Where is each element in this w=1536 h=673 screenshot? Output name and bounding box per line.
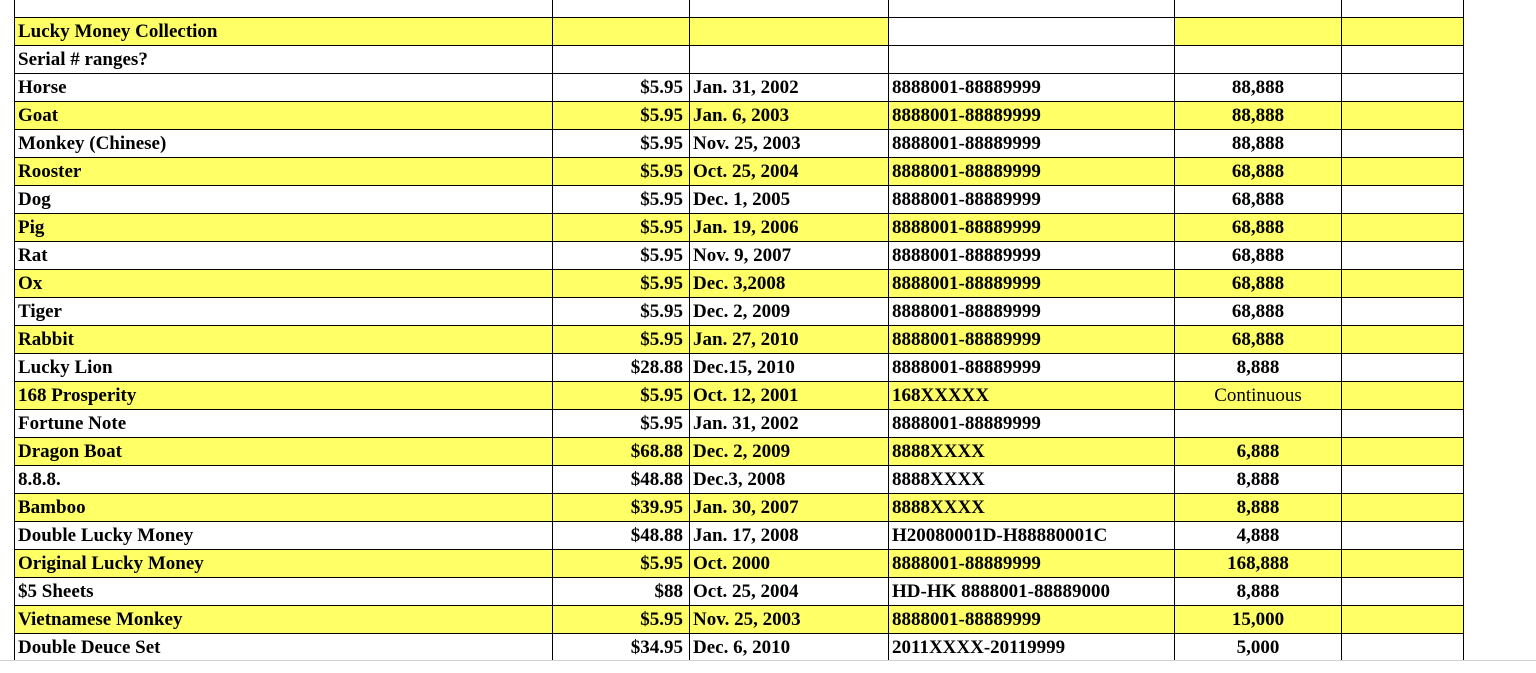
table-row: [15, 214, 1464, 242]
price-cell[interactable]: $5.95: [553, 550, 690, 578]
item-name-cell[interactable]: Double Lucky Money: [15, 522, 553, 550]
price-cell[interactable]: $5.95: [553, 270, 690, 298]
cell[interactable]: [1342, 130, 1464, 158]
cell[interactable]: [1342, 0, 1464, 18]
cell[interactable]: [15, 0, 553, 18]
table-row: [15, 186, 1464, 214]
serial-range-cell[interactable]: 8888001-88889999: [889, 158, 1175, 186]
release-date-cell[interactable]: Oct. 12, 2001: [690, 382, 889, 410]
cell[interactable]: [889, 18, 1175, 46]
table-row: [15, 466, 1464, 494]
cell[interactable]: [1175, 46, 1342, 74]
cell[interactable]: [1342, 326, 1464, 354]
item-name-cell[interactable]: Tiger: [15, 298, 553, 326]
price-cell[interactable]: $5.95: [553, 102, 690, 130]
serial-range-cell[interactable]: 168XXXXX: [889, 382, 1175, 410]
quantity-cell[interactable]: [1175, 410, 1342, 438]
quantity-cell[interactable]: 168,888: [1175, 550, 1342, 578]
cell[interactable]: [1342, 578, 1464, 606]
serial-range-cell[interactable]: 8888001-88889999: [889, 214, 1175, 242]
release-date-cell[interactable]: Oct. 2000: [690, 550, 889, 578]
quantity-cell[interactable]: 68,888: [1175, 158, 1342, 186]
item-name-cell[interactable]: Bamboo: [15, 494, 553, 522]
quantity-cell[interactable]: 88,888: [1175, 102, 1342, 130]
cell[interactable]: [1342, 186, 1464, 214]
release-date-cell[interactable]: Jan. 17, 2008: [690, 522, 889, 550]
item-name-cell[interactable]: Original Lucky Money: [15, 550, 553, 578]
cell[interactable]: [690, 0, 889, 18]
cell[interactable]: [1342, 494, 1464, 522]
cell[interactable]: [553, 46, 690, 74]
cell[interactable]: [889, 0, 1175, 18]
item-name-cell[interactable]: Ox: [15, 270, 553, 298]
cell[interactable]: [1342, 466, 1464, 494]
serial-range-cell[interactable]: 8888XXXX: [889, 466, 1175, 494]
table-row: [15, 354, 1464, 382]
price-cell[interactable]: $5.95: [553, 606, 690, 634]
serial-range-cell[interactable]: 8888XXXX: [889, 494, 1175, 522]
cell[interactable]: [1175, 0, 1342, 18]
serial-range-cell[interactable]: 8888001-88889999: [889, 550, 1175, 578]
sheet-subtitle[interactable]: Serial # ranges?: [15, 46, 553, 74]
table-row: [15, 102, 1464, 130]
cell[interactable]: [1342, 550, 1464, 578]
serial-range-cell[interactable]: 8888001-88889999: [889, 242, 1175, 270]
serial-range-cell[interactable]: 8888XXXX: [889, 438, 1175, 466]
serial-range-cell[interactable]: 8888001-88889999: [889, 74, 1175, 102]
subtitle-row: [15, 46, 1464, 74]
cell[interactable]: [1342, 46, 1464, 74]
item-name-cell[interactable]: Pig: [15, 214, 553, 242]
cell[interactable]: [1175, 18, 1342, 46]
release-date-cell[interactable]: Jan. 27, 2010: [690, 326, 889, 354]
quantity-cell[interactable]: 8,888: [1175, 466, 1342, 494]
serial-range-cell[interactable]: 8888001-88889999: [889, 270, 1175, 298]
cell[interactable]: [1342, 74, 1464, 102]
quantity-cell[interactable]: 8,888: [1175, 354, 1342, 382]
table-row: [15, 522, 1464, 550]
serial-range-cell[interactable]: H20080001D-H88880001C: [889, 522, 1175, 550]
item-name-cell[interactable]: Rabbit: [15, 326, 553, 354]
cell[interactable]: [1342, 270, 1464, 298]
release-date-cell[interactable]: Dec. 1, 2005: [690, 186, 889, 214]
release-date-cell[interactable]: Oct. 25, 2004: [690, 158, 889, 186]
item-name-cell[interactable]: Rat: [15, 242, 553, 270]
serial-range-cell[interactable]: 8888001-88889999: [889, 298, 1175, 326]
serial-range-cell[interactable]: 8888001-88889999: [889, 102, 1175, 130]
price-cell[interactable]: $68.88: [553, 438, 690, 466]
quantity-cell[interactable]: 5,000: [1175, 634, 1342, 662]
quantity-cell[interactable]: 15,000: [1175, 606, 1342, 634]
table-row: [15, 270, 1464, 298]
item-name-cell[interactable]: 8.8.8.: [15, 466, 553, 494]
cell[interactable]: [1342, 18, 1464, 46]
price-cell[interactable]: $88: [553, 578, 690, 606]
cell[interactable]: [1342, 102, 1464, 130]
item-name-cell[interactable]: Fortune Note: [15, 410, 553, 438]
release-date-cell[interactable]: Dec. 2, 2009: [690, 298, 889, 326]
price-cell[interactable]: $39.95: [553, 494, 690, 522]
item-name-cell[interactable]: 168 Prosperity: [15, 382, 553, 410]
table-row: [15, 494, 1464, 522]
quantity-cell[interactable]: 6,888: [1175, 438, 1342, 466]
table-row: [15, 298, 1464, 326]
item-name-cell[interactable]: Monkey (Chinese): [15, 130, 553, 158]
release-date-cell[interactable]: Nov. 9, 2007: [690, 242, 889, 270]
item-name-cell[interactable]: Goat: [15, 102, 553, 130]
price-cell[interactable]: $5.95: [553, 410, 690, 438]
cell[interactable]: [1342, 438, 1464, 466]
price-cell[interactable]: $5.95: [553, 74, 690, 102]
window-bottom-edge: [0, 660, 1536, 673]
serial-range-cell[interactable]: HD-HK 8888001-88889000: [889, 578, 1175, 606]
item-name-cell[interactable]: Lucky Lion: [15, 354, 553, 382]
release-date-cell[interactable]: Dec.3, 2008: [690, 466, 889, 494]
release-date-cell[interactable]: Nov. 25, 2003: [690, 606, 889, 634]
cell[interactable]: [1342, 214, 1464, 242]
table-row: [15, 578, 1464, 606]
serial-range-cell[interactable]: 2011XXXX-20119999: [889, 634, 1175, 662]
price-cell[interactable]: $5.95: [553, 298, 690, 326]
release-date-cell[interactable]: Jan. 19, 2006: [690, 214, 889, 242]
price-cell[interactable]: $48.88: [553, 522, 690, 550]
price-cell[interactable]: $5.95: [553, 214, 690, 242]
cell[interactable]: [1342, 382, 1464, 410]
serial-range-cell[interactable]: 8888001-88889999: [889, 326, 1175, 354]
release-date-cell[interactable]: Dec.15, 2010: [690, 354, 889, 382]
quantity-cell[interactable]: 68,888: [1175, 298, 1342, 326]
cell[interactable]: [1342, 242, 1464, 270]
release-date-cell[interactable]: Jan. 30, 2007: [690, 494, 889, 522]
price-cell[interactable]: $5.95: [553, 382, 690, 410]
price-cell[interactable]: $5.95: [553, 186, 690, 214]
quantity-cell[interactable]: 88,888: [1175, 130, 1342, 158]
cell[interactable]: [889, 46, 1175, 74]
quantity-cell[interactable]: 68,888: [1175, 326, 1342, 354]
sheet-title[interactable]: Lucky Money Collection: [15, 18, 553, 46]
cell[interactable]: [553, 18, 690, 46]
price-cell[interactable]: $5.95: [553, 326, 690, 354]
release-date-cell[interactable]: Jan. 6, 2003: [690, 102, 889, 130]
cell[interactable]: [1342, 522, 1464, 550]
table-row: [15, 74, 1464, 102]
release-date-cell[interactable]: Dec. 2, 2009: [690, 438, 889, 466]
quantity-cell[interactable]: 68,888: [1175, 214, 1342, 242]
quantity-cell[interactable]: 68,888: [1175, 270, 1342, 298]
top-partial-row: [15, 0, 1464, 18]
table-row: [15, 158, 1464, 186]
serial-range-cell[interactable]: 8888001-88889999: [889, 186, 1175, 214]
cell[interactable]: [690, 18, 889, 46]
cell[interactable]: [690, 46, 889, 74]
cell[interactable]: [1342, 606, 1464, 634]
quantity-cell[interactable]: 68,888: [1175, 186, 1342, 214]
release-date-cell[interactable]: Dec. 6, 2010: [690, 634, 889, 662]
item-name-cell[interactable]: Rooster: [15, 158, 553, 186]
quantity-cell[interactable]: Continuous: [1175, 382, 1342, 410]
table-row: [15, 438, 1464, 466]
title-row: [15, 18, 1464, 46]
table-row: [15, 550, 1464, 578]
serial-range-cell[interactable]: 8888001-88889999: [889, 606, 1175, 634]
cell[interactable]: [553, 0, 690, 18]
release-date-cell[interactable]: Nov. 25, 2003: [690, 130, 889, 158]
quantity-cell[interactable]: 8,888: [1175, 494, 1342, 522]
quantity-cell[interactable]: 88,888: [1175, 74, 1342, 102]
serial-range-cell[interactable]: 8888001-88889999: [889, 130, 1175, 158]
cell[interactable]: [1342, 634, 1464, 662]
price-cell[interactable]: $28.88: [553, 354, 690, 382]
price-cell[interactable]: $5.95: [553, 130, 690, 158]
quantity-cell[interactable]: 4,888: [1175, 522, 1342, 550]
item-name-cell[interactable]: Vietnamese Monkey: [15, 606, 553, 634]
price-cell[interactable]: $5.95: [553, 242, 690, 270]
table-row: [15, 634, 1464, 662]
table-row: [15, 242, 1464, 270]
table-row: [15, 382, 1464, 410]
cell[interactable]: [1342, 158, 1464, 186]
table-row: [15, 326, 1464, 354]
price-cell[interactable]: $48.88: [553, 466, 690, 494]
item-name-cell[interactable]: Horse: [15, 74, 553, 102]
quantity-cell[interactable]: 8,888: [1175, 578, 1342, 606]
table-row: [15, 410, 1464, 438]
item-name-cell[interactable]: $5 Sheets: [15, 578, 553, 606]
cell[interactable]: [1342, 354, 1464, 382]
spreadsheet-table: [14, 0, 1464, 662]
price-cell[interactable]: $5.95: [553, 158, 690, 186]
cell[interactable]: [1342, 298, 1464, 326]
table-row: [15, 130, 1464, 158]
release-date-cell[interactable]: Dec. 3,2008: [690, 270, 889, 298]
item-name-cell[interactable]: Dog: [15, 186, 553, 214]
release-date-cell[interactable]: Jan. 31, 2002: [690, 410, 889, 438]
table-row: [15, 606, 1464, 634]
item-name-cell[interactable]: Double Deuce Set: [15, 634, 553, 662]
quantity-cell[interactable]: 68,888: [1175, 242, 1342, 270]
serial-range-cell[interactable]: 8888001-88889999: [889, 410, 1175, 438]
release-date-cell[interactable]: Jan. 31, 2002: [690, 74, 889, 102]
serial-range-cell[interactable]: 8888001-88889999: [889, 354, 1175, 382]
price-cell[interactable]: $34.95: [553, 634, 690, 662]
item-name-cell[interactable]: Dragon Boat: [15, 438, 553, 466]
cell[interactable]: [1342, 410, 1464, 438]
release-date-cell[interactable]: Oct. 25, 2004: [690, 578, 889, 606]
